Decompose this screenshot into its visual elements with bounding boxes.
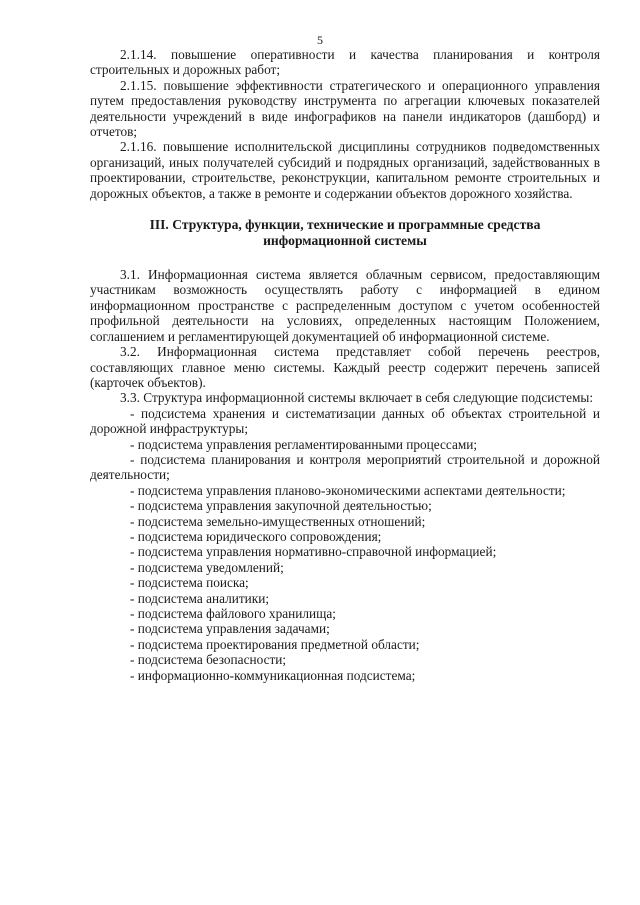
list-item: - подсистема файлового хранилища; (130, 606, 336, 621)
list-item: - подсистема управления нормативно-справочной информацией; (130, 544, 497, 560)
list-item: - подсистема управления планово-экономическими аспектами деятельности; (130, 482, 566, 498)
list-item: - подсистема безопасности; (130, 652, 287, 668)
list-item: - подсистема проектирования предметной области; (130, 636, 420, 652)
document-body (90, 47, 600, 683)
subsystem-list (90, 406, 600, 683)
clause-2-1-14: 2.1.14. повышение оперативности и качества планирования и контроля строительных и дорожных работ; (90, 47, 600, 78)
list-item: - подсистема планирования и контроля мероприятий строительной и дорожной деятельности; (90, 451, 600, 483)
clause-3-2: 3.2. Информационная система представляет собой перечень реестров, составляющих главное меню системы. Каждый реестр содержит перечень записей (карточек объектов). (90, 344, 600, 390)
list-item: - подсистема управления закупочной деятельностью; (130, 498, 432, 514)
list-item: - подсистема уведомлений; (130, 559, 284, 575)
page-number: 5 (317, 33, 323, 47)
list-item: - информационно-коммуникационная подсистема; (130, 667, 416, 683)
list-item: - подсистема аналитики; (130, 590, 270, 606)
clause-2-1-15: 2.1.15. повышение эффективности стратегического и операционного управления путем предоставления руководству инструмента по агрегации ключевых показателей деятельности учреждений в виде инфографиков на панели индикаторов (дашборд) и отчетов; (90, 77, 600, 140)
section-heading: III. Структура, функции, технические и программные средства информационной системы (149, 217, 541, 249)
clause-2-1-16: 2.1.16. повышение исполнительской дисциплины сотрудников подведомственных организаций, иных получателей субсидий и подрядных организаций, задействованных в проектировании, строительстве, реконструкции, капитальном ремонте строительных и дорожных объектов, а также в ремонте и содержании объектов дорожного хозяйства. (90, 139, 600, 201)
list-item: - подсистема земельно-имущественных отношений; (130, 513, 426, 529)
list-item: - подсистема управления регламентированными процессами; (130, 436, 478, 452)
list-item: - подсистема поиска; (130, 575, 249, 591)
list-item: - подсистема управления задачами; (130, 621, 330, 637)
clause-3-3: 3.3. Структура информационной системы включает в себя следующие подсистемы: (120, 390, 594, 406)
list-item: - подсистема юридического сопровождения; (130, 528, 382, 544)
list-item: - подсистема хранения и систематизации данных об объектах строительной и дорожной инфраструктуры; (90, 405, 600, 437)
clause-3-1: 3.1. Информационная система является облачным сервисом, предоставляющим участникам возможность осуществлять работу с информацией в едином информационном пространстве с распределенным доступом с учетом особенностей профильной деятельности на условиях, определенных настоящим Положением, соглашением и регламентирующей документацией об информационной системе. (90, 267, 600, 344)
